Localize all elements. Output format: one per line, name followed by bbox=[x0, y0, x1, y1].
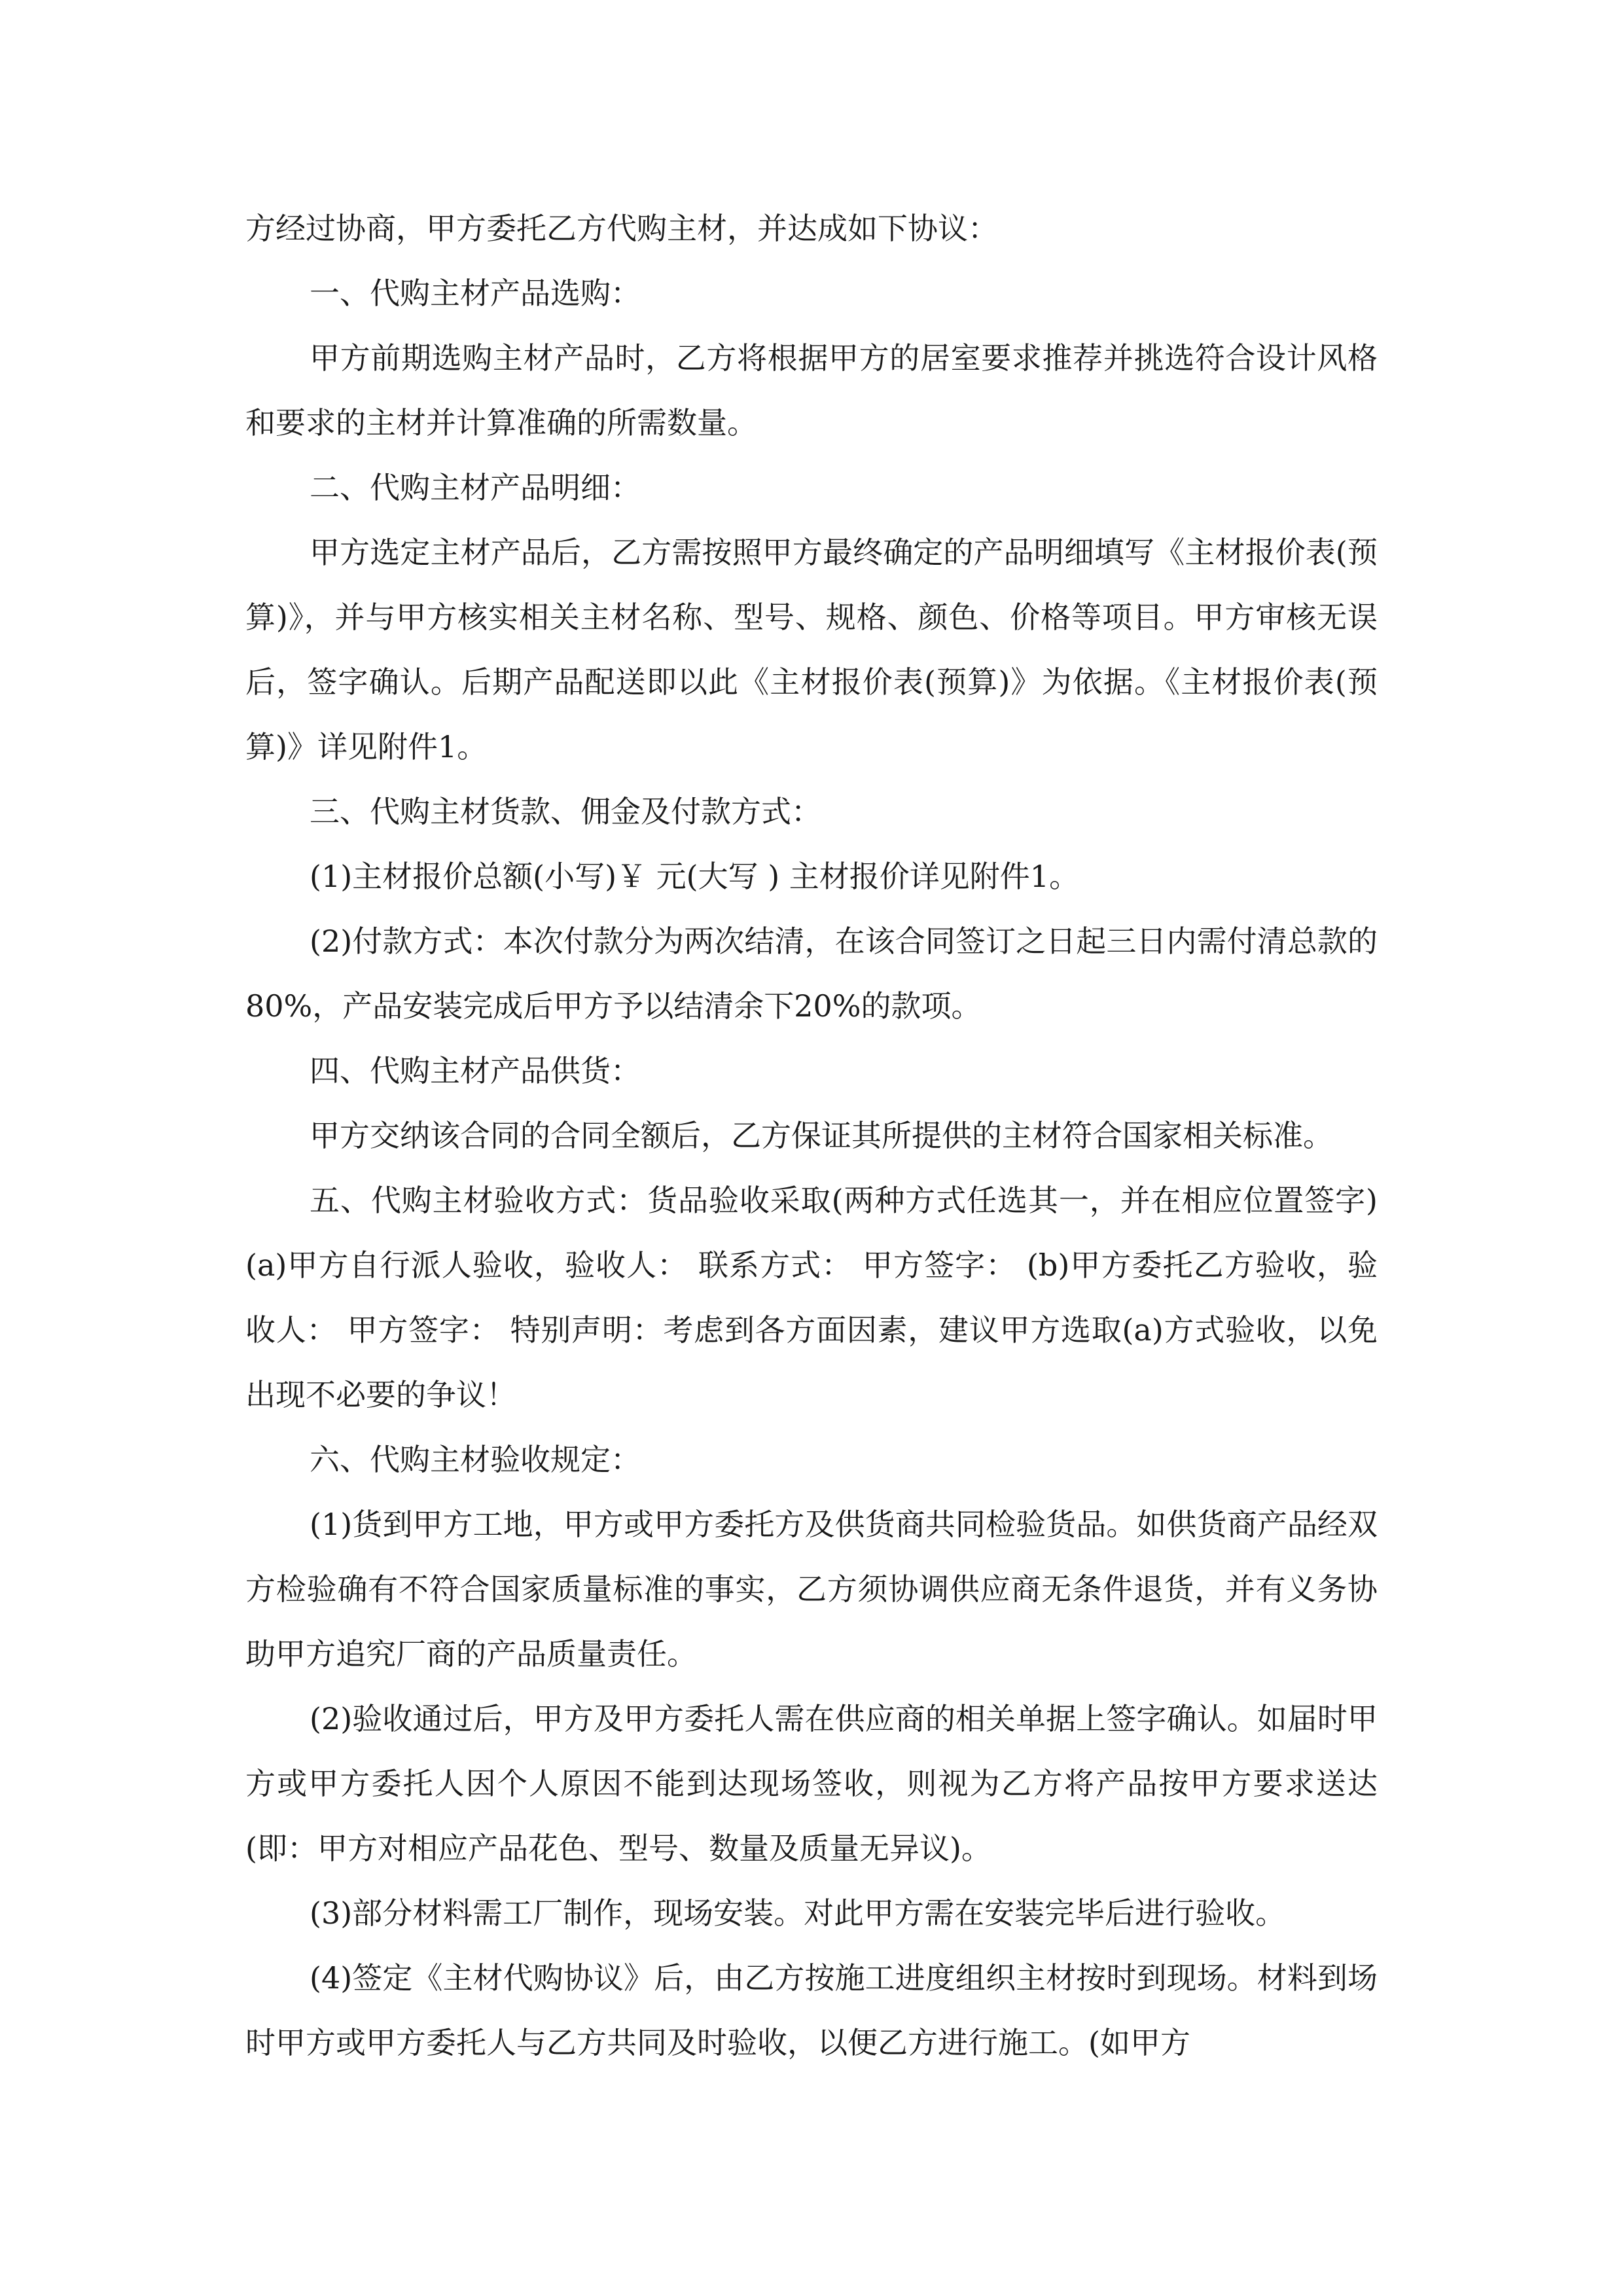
section-heading-6: 六、代购主材验收规定： bbox=[310, 1442, 641, 1477]
document-body bbox=[245, 196, 1378, 2075]
section-6-item-2: (2)验收通过后，甲方及甲方委托人需在供应商的相关单据上签字确认。如届时甲方或甲方委托人因个人原因不能到达现场签收，则视为乙方将产品按甲方要求送达(即：甲方对相应产品花色、型号、数量及质量无异议)。 bbox=[245, 1701, 1378, 1866]
section-heading-3: 三、代购主材货款、佣金及付款方式： bbox=[310, 794, 821, 829]
section-5-paragraph: 五、代购主材验收方式：货品验收采取(两种方式任选其一，并在相应位置签字) (a)甲方自行派人验收，验收人： 联系方式： 甲方签字： (b)甲方委托乙方验收，验收人： 甲方签字： 特别声明：考虑到各方面因素，建议甲方选取(a)方式验收，以免出现不必要的争议！ bbox=[245, 1183, 1378, 1412]
section-1-paragraph: 甲方前期选购主材产品时，乙方将根据甲方的居室要求推荐并挑选符合设计风格和要求的主材并计算准确的所需数量。 bbox=[245, 340, 1378, 440]
section-6-item-1: (1)货到甲方工地，甲方或甲方委托方及供货商共同检验货品。如供货商产品经双方检验确有不符合国家质量标准的事实，乙方须协调供应商无条件退货，并有义务协助甲方追究厂商的产品质量责任。 bbox=[245, 1507, 1378, 1672]
section-3-item-2: (2)付款方式：本次付款分为两次结清，在该合同签订之日起三日内需付清总款的80%，产品安装完成后甲方予以结清余下20%的款项。 bbox=[245, 924, 1378, 1024]
section-6-item-4: (4)签定《主材代购协议》后，由乙方按施工进度组织主材按时到现场。材料到场时甲方或甲方委托人与乙方共同及时验收，以便乙方进行施工。(如甲方 bbox=[245, 1960, 1378, 2060]
section-2-paragraph: 甲方选定主材产品后，乙方需按照甲方最终确定的产品明细填写《主材报价表(预算)》，并与甲方核实相关主材名称、型号、规格、颜色、价格等项目。甲方审核无误后，签字确认。后期产品配送即以此《主材报价表(预算)》为依据。《主材报价表(预算)》详见附件1。 bbox=[245, 535, 1378, 764]
section-4-paragraph: 甲方交纳该合同的合同全额后，乙方保证其所提供的主材符合国家相关标准。 bbox=[310, 1118, 1333, 1153]
section-heading-1: 一、代购主材产品选购： bbox=[310, 276, 641, 311]
section-heading-4: 四、代购主材产品供货： bbox=[310, 1053, 641, 1088]
section-heading-2: 二、代购主材产品明细： bbox=[310, 470, 641, 505]
section-6-item-3: (3)部分材料需工厂制作，现场安装。对此甲方需在安装完毕后进行验收。 bbox=[310, 1895, 1286, 1931]
paragraph-intro: 方经过协商，甲方委托乙方代购主材，并达成如下协议： bbox=[245, 211, 998, 246]
section-3-item-1: (1)主材报价总额(小写)￥ 元(大写 ) 主材报价详见附件1。 bbox=[310, 859, 1080, 894]
